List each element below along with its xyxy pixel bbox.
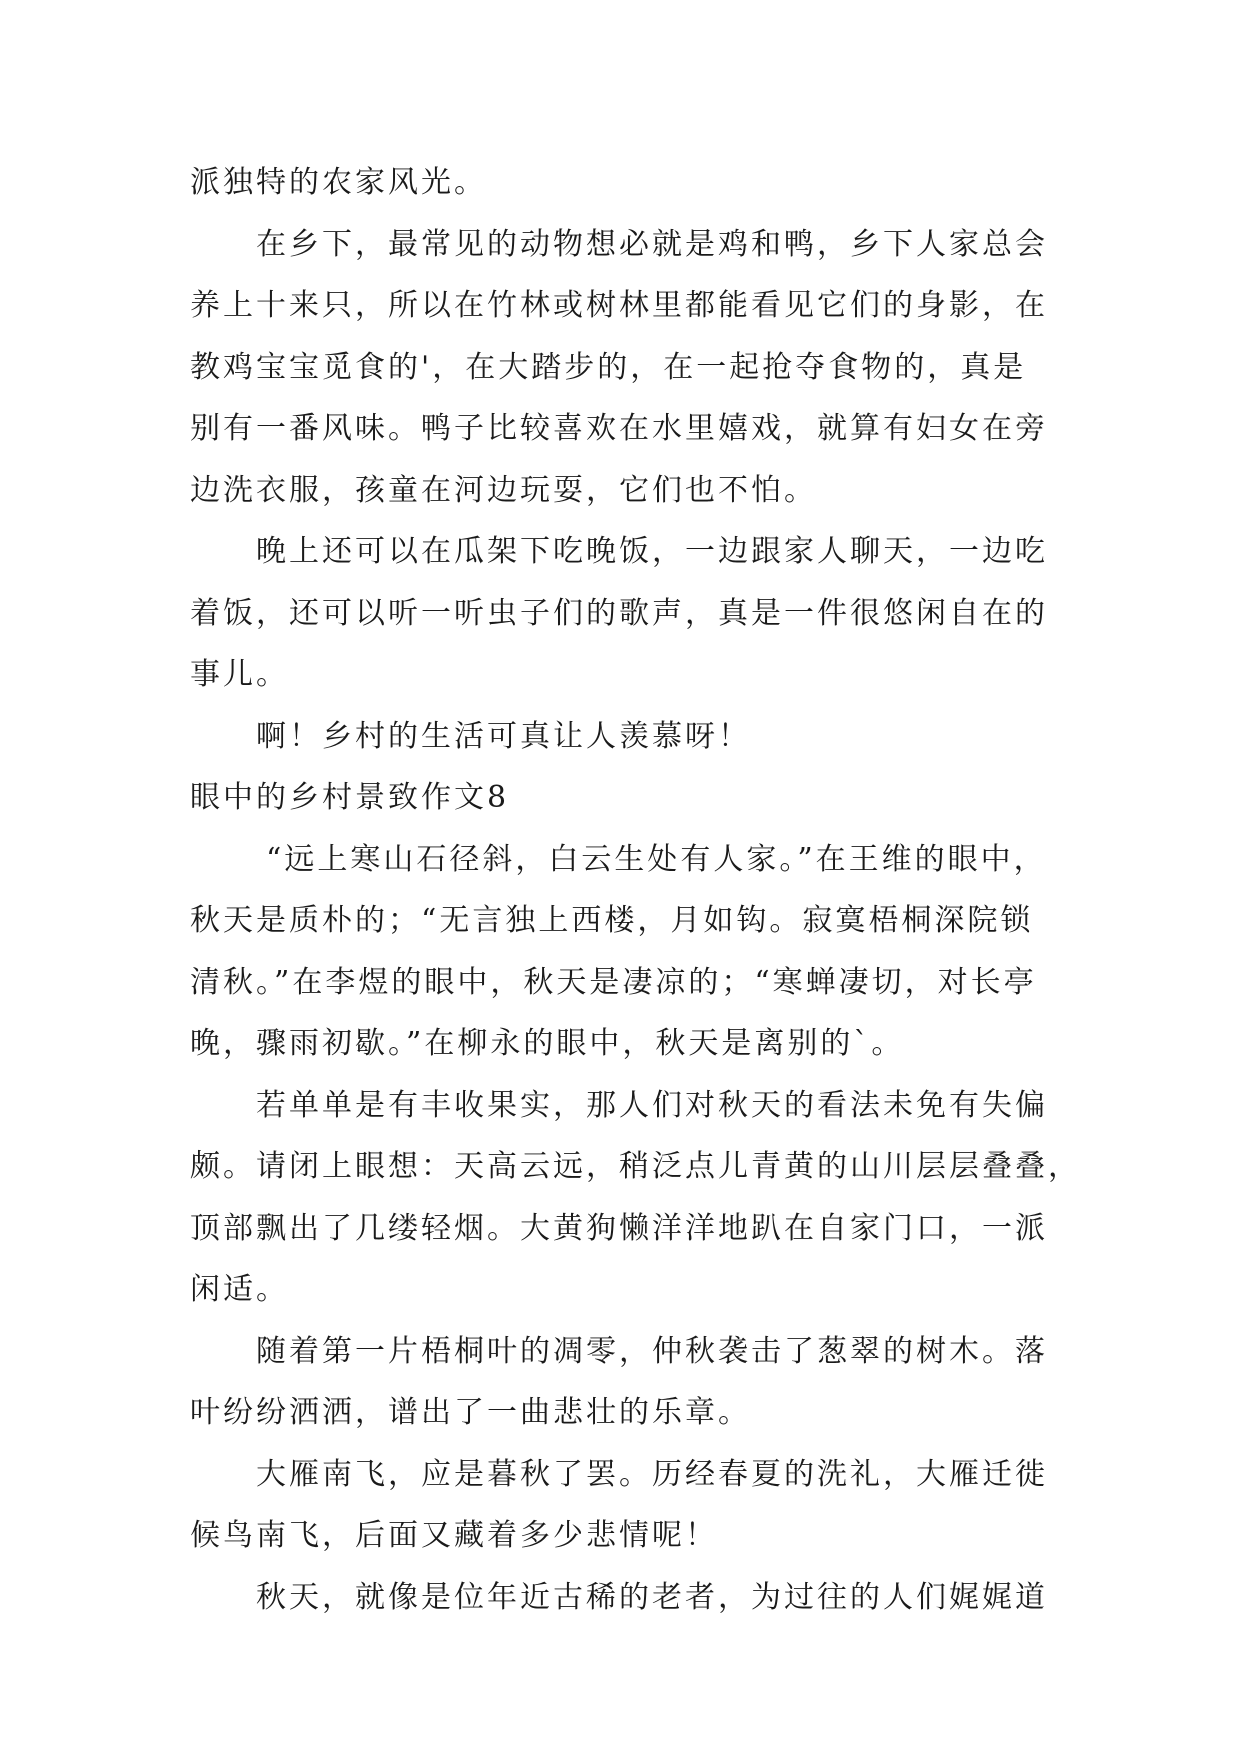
text-line: 颇。请闭上眼想：天高云远，稍泛点儿青黄的山川层层叠叠，: [190, 1149, 1081, 1184]
text-line: 顶部飘出了几缕轻烟。大黄狗懒洋洋地趴在自家门口，一派: [190, 1210, 1048, 1246]
text-line: 闲适。: [190, 1272, 289, 1307]
paragraph-start-line: 大雁南飞，应是暮秋了罢。历经春夏的洗礼，大雁迁徙: [256, 1456, 1048, 1492]
paragraph-start-line: 在乡下，最常见的动物想必就是鸡和鸭，乡下人家总会: [256, 226, 1048, 262]
paragraph-start-line: 随着第一片梧桐叶的凋零，仲秋袭击了葱翠的树木。落: [256, 1333, 1048, 1369]
text-line: 秋天是质朴的；“无言独上西楼，月如钩。寂寞梧桐深院锁: [190, 903, 1034, 938]
text-line: 教鸡宝宝觅食的'，在大踏步的，在一起抢夺食物的，真是: [190, 349, 1027, 385]
text-line: 别有一番风味。鸭子比较喜欢在水里嬉戏，就算有妇女在旁: [190, 411, 1048, 446]
paragraph-start-line: 晚上还可以在瓜架下吃晚饭，一边跟家人聊天，一边吃: [256, 534, 1048, 569]
text-line: 清秋。”在李煜的眼中，秋天是凄凉的；“寒蝉凄切，对长亭: [190, 964, 1037, 1000]
text-line: 叶纷纷洒洒，谱出了一曲悲壮的乐章。: [190, 1395, 751, 1430]
text-line: 着饭，还可以听一听虫子们的歌声，真是一件很悠闲自在的: [190, 595, 1048, 631]
document-body: [190, 152, 1081, 1628]
text-line: 养上十来只，所以在竹林或树林里都能看见它们的身影，在: [190, 288, 1048, 323]
paragraph-start-line: 秋天，就像是位年近古稀的老者，为过往的人们娓娓道: [256, 1579, 1048, 1615]
paragraph-start-line: “远上寒山石径斜，白云生处有人家。”在王维的眼中，: [266, 841, 1047, 877]
paragraph-start-line: 啊！乡村的生活可真让人羡慕呀！: [256, 718, 751, 754]
text-line: 派独特的农家风光。: [190, 165, 487, 200]
text-line: 候鸟南飞，后面又藏着多少悲情呢！: [190, 1518, 718, 1553]
text-line: 事儿。: [190, 657, 289, 692]
text-line: 边洗衣服，孩童在河边玩耍，它们也不怕。: [190, 472, 817, 508]
paragraph-start-line: 若单单是有丰收果实，那人们对秋天的看法未免有失偏: [256, 1087, 1048, 1123]
section-heading: 眼中的乡村景致作文8: [190, 780, 510, 815]
text-line: 晚，骤雨初歇。”在柳永的眼中，秋天是离别的`。: [190, 1026, 905, 1061]
